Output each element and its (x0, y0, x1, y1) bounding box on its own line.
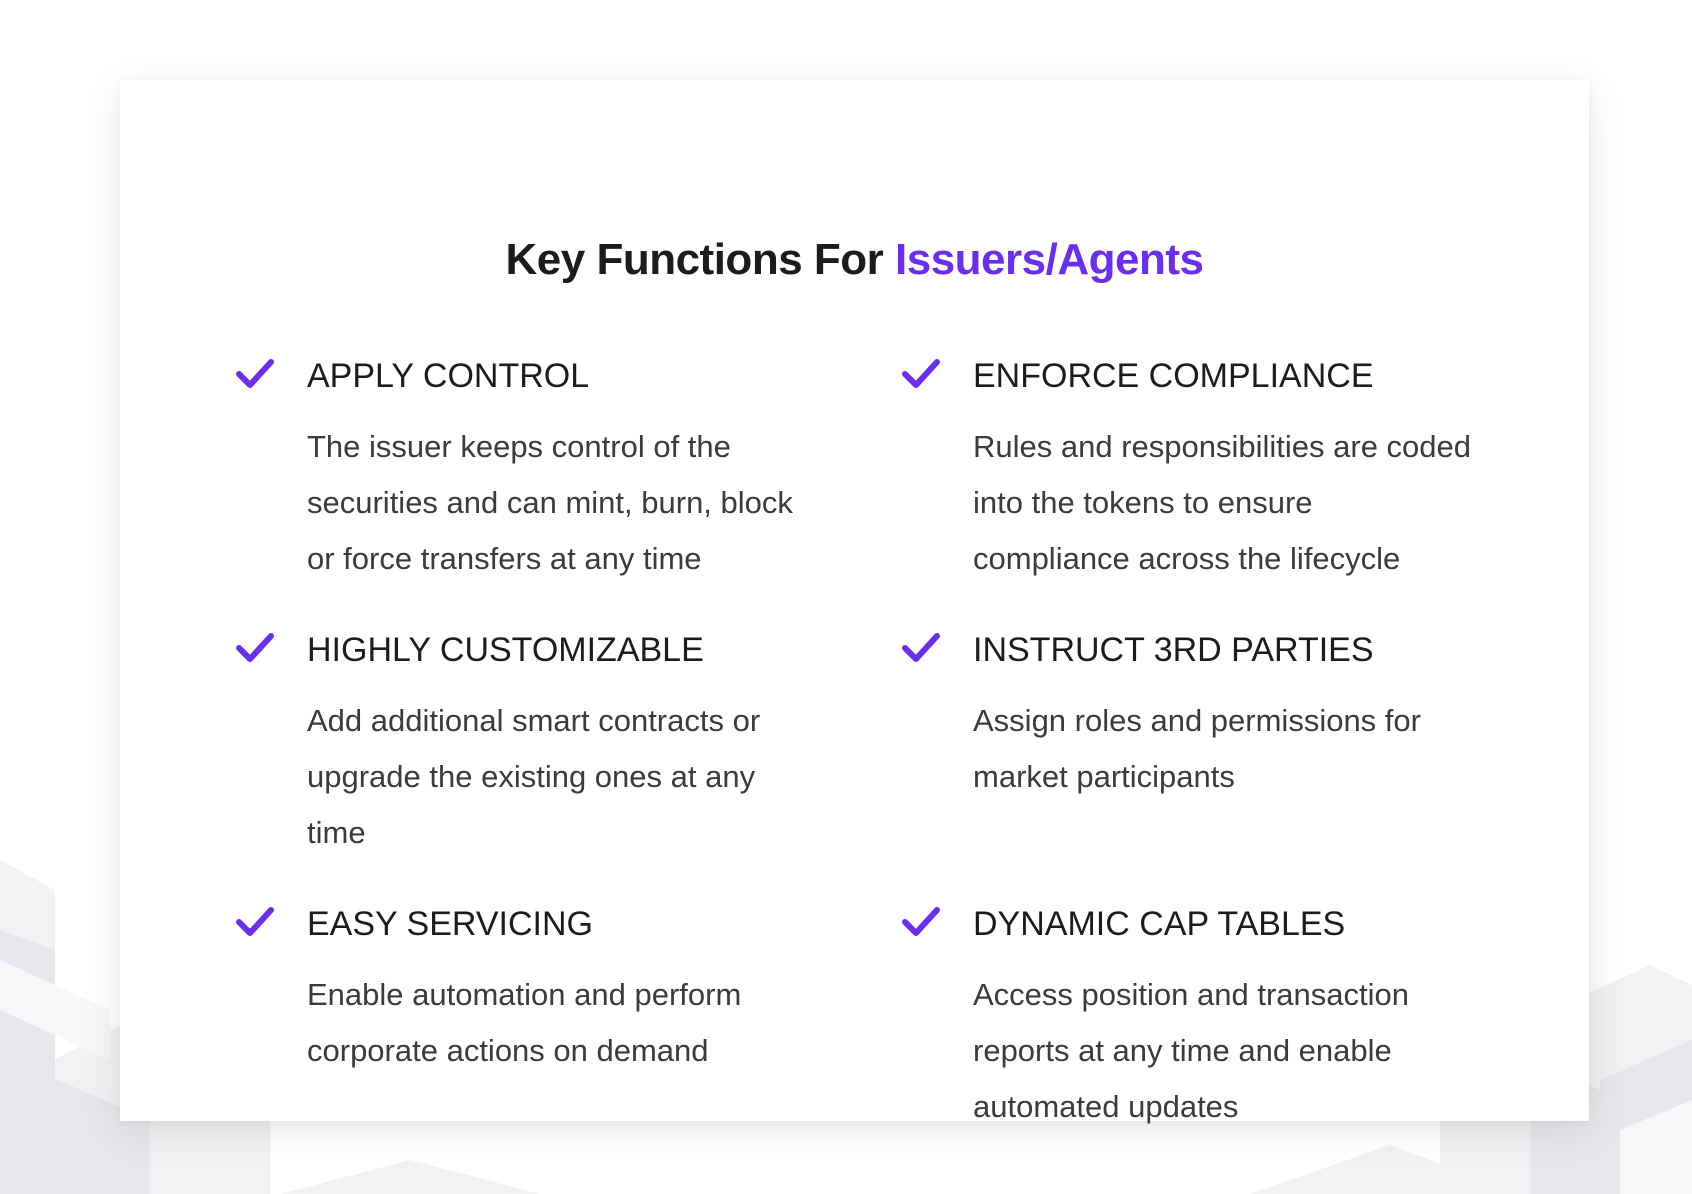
feature-description: The issuer keeps control of the securities and can mint, burn, block or force transfers at any time (307, 429, 793, 576)
check-icon (902, 358, 940, 390)
feature-description: Access position and transaction reports at any time and enable automated updates (973, 977, 1409, 1124)
check-icon (236, 358, 274, 390)
feature-description: Rules and responsibilities are coded into the tokens to ensure compliance across the lifecycle (973, 429, 1472, 576)
feature-title: INSTRUCT 3RD PARTIES (973, 631, 1374, 669)
check-icon (236, 632, 274, 664)
section-title-accent: Issuers/Agents (895, 235, 1204, 284)
feature-title: HIGHLY CUSTOMIZABLE (307, 631, 704, 669)
check-icon (236, 906, 274, 938)
feature-title: ENFORCE COMPLIANCE (973, 357, 1374, 395)
feature-description: Enable automation and perform corporate actions on demand (307, 977, 742, 1068)
check-icon (902, 906, 940, 938)
feature-description: Add additional smart contracts or upgrade the existing ones at any time (307, 703, 761, 850)
feature-title: APPLY CONTROL (307, 357, 590, 395)
feature-title: DYNAMIC CAP TABLES (973, 905, 1346, 943)
check-icon (902, 632, 940, 664)
key-functions-card (120, 80, 1589, 1124)
section-title (120, 230, 1589, 290)
section-title-prefix: Key Functions For (505, 235, 895, 284)
feature-description: Assign roles and permissions for market participants (973, 703, 1421, 794)
feature-title: EASY SERVICING (307, 905, 593, 943)
